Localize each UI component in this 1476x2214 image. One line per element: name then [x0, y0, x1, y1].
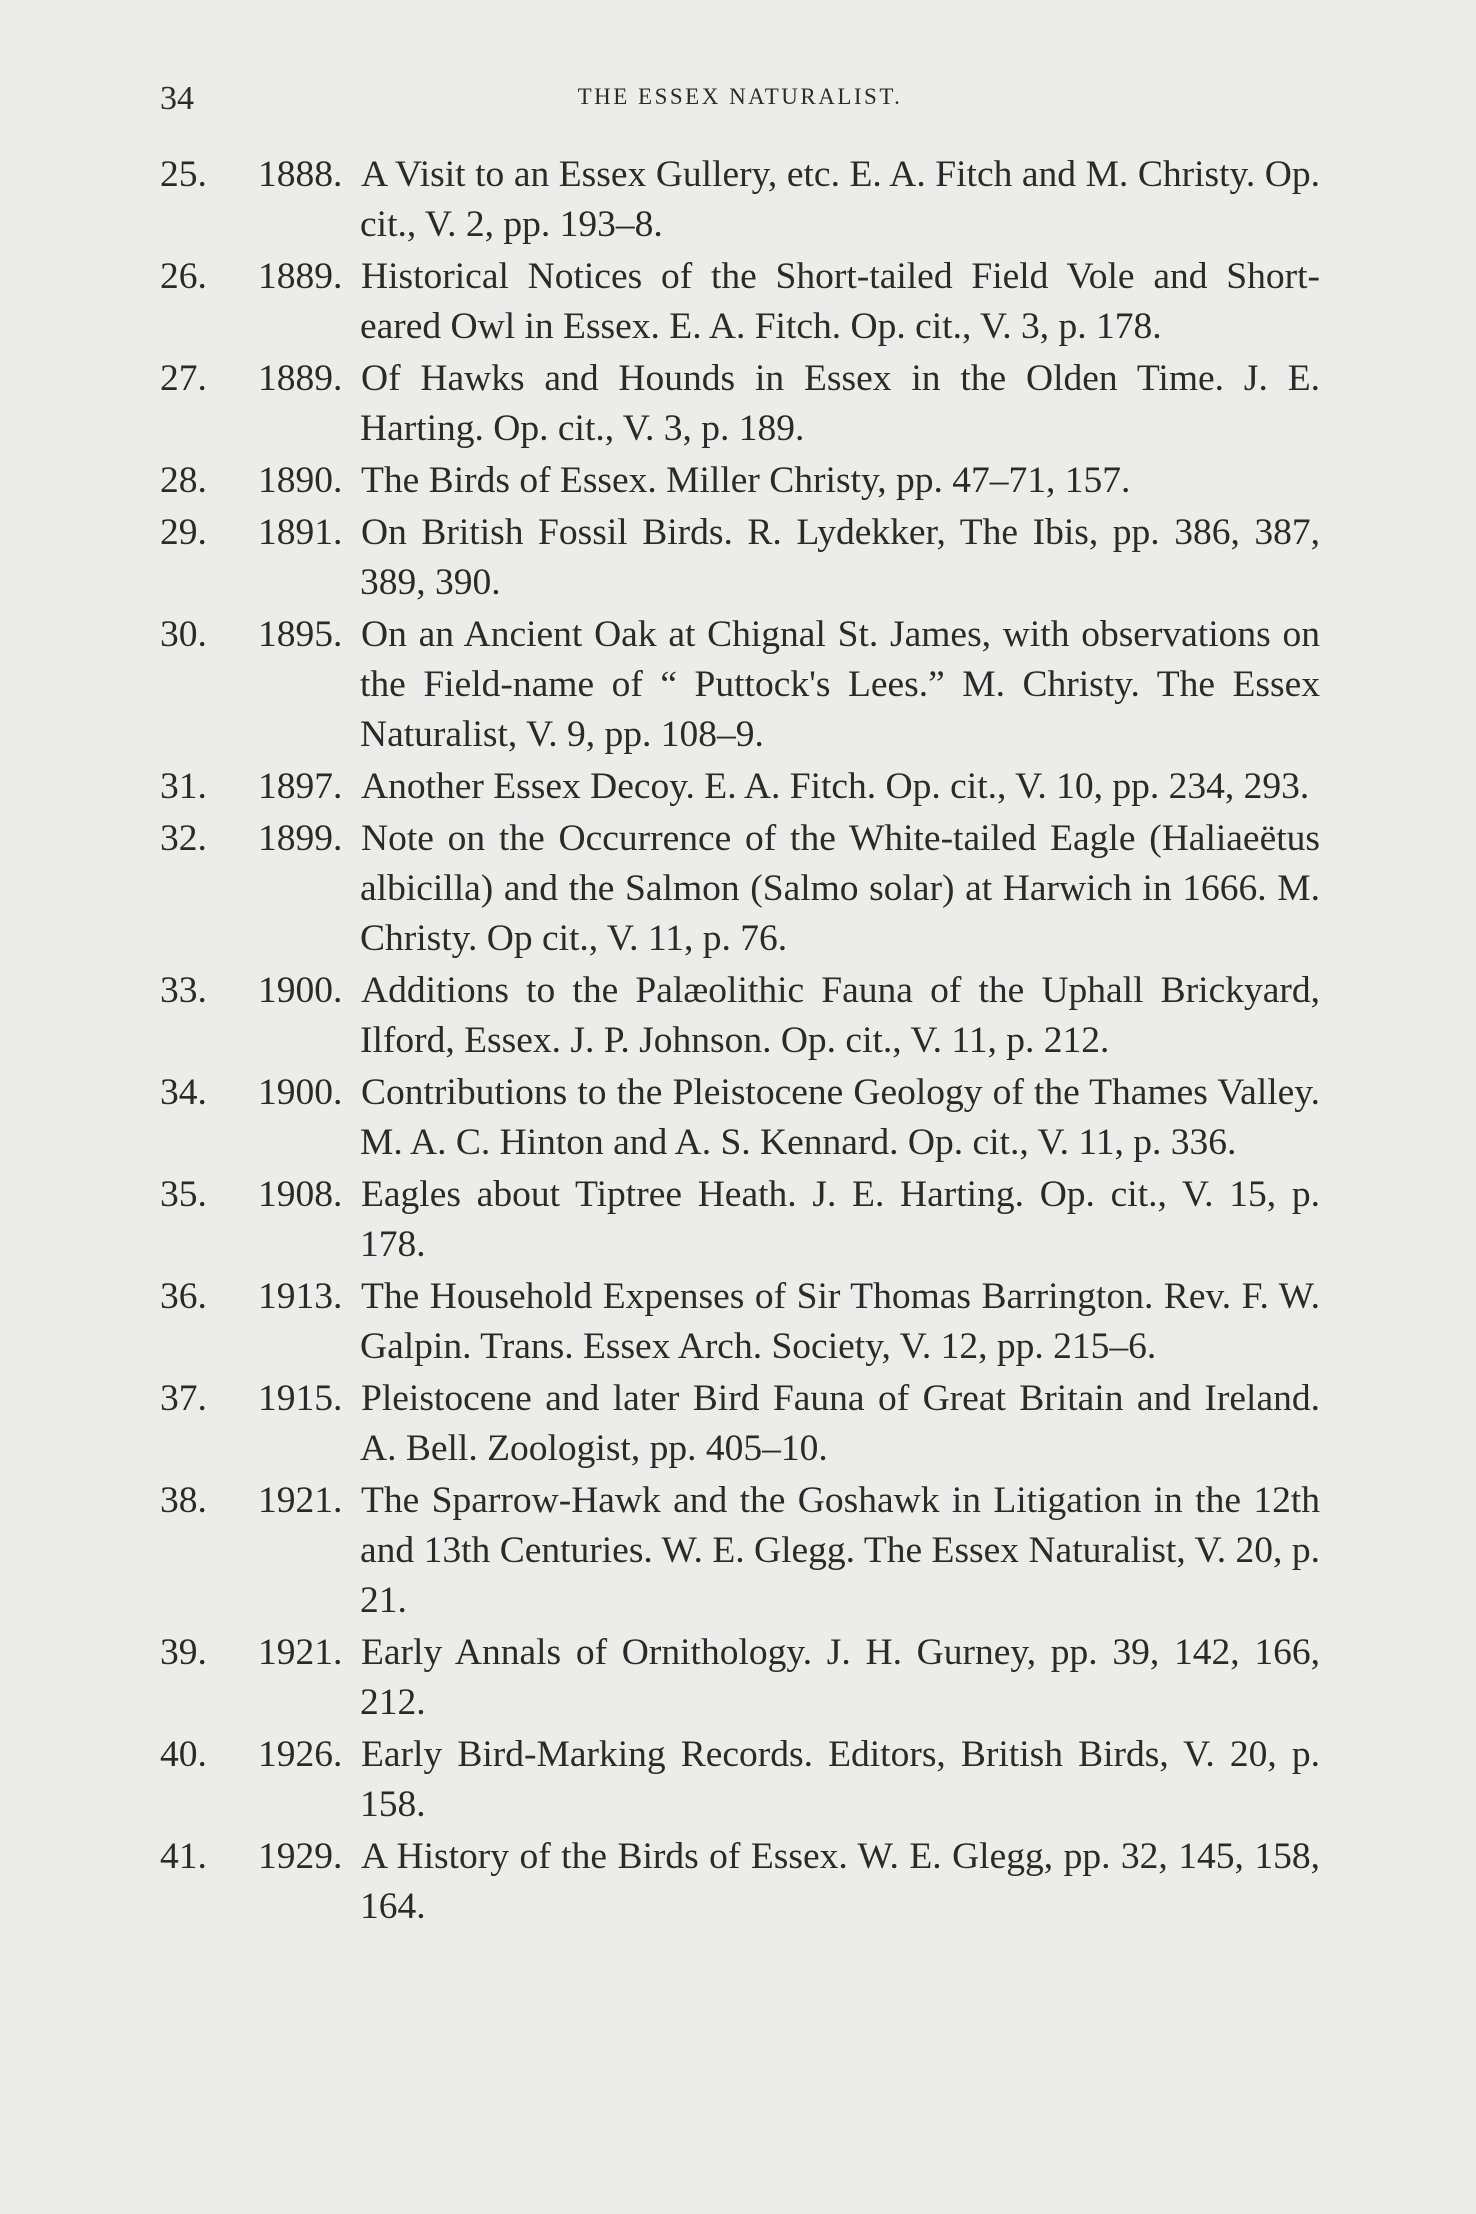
entry-citation: Another Essex Decoy. E. A. Fitch. Op. cit., V. 10, pp. 234, 293.	[361, 766, 1310, 807]
entry-number: 31.	[160, 766, 207, 807]
page-header	[160, 80, 1320, 130]
entry-number: 33.	[160, 970, 207, 1011]
running-head: THE ESSEX NATURALIST.	[577, 84, 903, 109]
entry-citation: The Sparrow-Hawk and the Goshawk in Litigation in the 12th and 13th Centuries. W. E. Glegg. The Essex Naturalist, V. 20, p. 21.	[360, 1480, 1320, 1621]
bibliography-entry	[160, 508, 1320, 608]
entry-number: 38.	[160, 1480, 207, 1521]
bibliography-entry	[160, 1476, 1320, 1626]
entry-number: 30.	[160, 614, 207, 655]
entry-citation: Pleistocene and later Bird Fauna of Great Britain and Ireland. A. Bell. Zoologist, pp. 405–10.	[360, 1378, 1320, 1469]
entry-number: 35.	[160, 1174, 207, 1215]
entry-citation: Early Annals of Ornithology. J. H. Gurney, pp. 39, 142, 166, 212.	[360, 1632, 1320, 1723]
bibliography-entry	[160, 354, 1320, 454]
bibliography-entry	[160, 814, 1320, 964]
entry-citation: On British Fossil Birds. R. Lydekker, The Ibis, pp. 386, 387, 389, 390.	[360, 512, 1320, 603]
bibliography-entry	[160, 1170, 1320, 1270]
page-number: 34	[160, 80, 194, 117]
entry-citation: Additions to the Palæolithic Fauna of the Uphall Brickyard, Ilford, Essex. J. P. Johnson. Op. cit., V. 11, p. 212.	[360, 970, 1320, 1061]
entry-year: 1891.	[258, 512, 343, 553]
entry-year: 1900.	[258, 970, 343, 1011]
bibliography-entry	[160, 1730, 1320, 1830]
entry-number: 34.	[160, 1072, 207, 1113]
entry-citation: The Birds of Essex. Miller Christy, pp. 47–71, 157.	[361, 460, 1131, 501]
entry-year: 1895.	[258, 614, 343, 655]
bibliography-entry	[160, 1374, 1320, 1474]
entry-citation: Early Bird-Marking Records. Editors, British Birds, V. 20, p. 158.	[360, 1734, 1320, 1825]
entry-citation: On an Ancient Oak at Chignal St. James, with observations on the Field-name of “ Puttock's Lees.” M. Christy. The Essex Naturalist, V. 9, pp. 108–9.	[360, 614, 1320, 755]
entry-year: 1913.	[258, 1276, 343, 1317]
bibliography-list	[160, 150, 1320, 1934]
entry-year: 1890.	[258, 460, 343, 501]
entry-number: 41.	[160, 1836, 207, 1877]
entry-number: 28.	[160, 460, 207, 501]
bibliography-entry	[160, 1272, 1320, 1372]
entry-number: 29.	[160, 512, 207, 553]
entry-year: 1889.	[258, 256, 343, 297]
entry-year: 1900.	[258, 1072, 343, 1113]
entry-number: 40.	[160, 1734, 207, 1775]
bibliography-entry	[160, 762, 1320, 812]
entry-citation: Of Hawks and Hounds in Essex in the Olden Time. J. E. Harting. Op. cit., V. 3, p. 189.	[360, 358, 1320, 449]
bibliography-entry	[160, 1832, 1320, 1932]
entry-year: 1921.	[258, 1480, 343, 1521]
entry-number: 32.	[160, 818, 207, 859]
entry-citation: A History of the Birds of Essex. W. E. Glegg, pp. 32, 145, 158, 164.	[360, 1836, 1320, 1927]
entry-number: 27.	[160, 358, 207, 399]
entry-year: 1929.	[258, 1836, 343, 1877]
entry-year: 1908.	[258, 1174, 343, 1215]
entry-number: 39.	[160, 1632, 207, 1673]
bibliography-entry	[160, 252, 1320, 352]
entry-year: 1889.	[258, 358, 343, 399]
entry-citation: Historical Notices of the Short-tailed Field Vole and Short-eared Owl in Essex. E. A. Fitch. Op. cit., V. 3, p. 178.	[360, 256, 1320, 347]
entry-year: 1915.	[258, 1378, 343, 1419]
bibliography-entry	[160, 610, 1320, 760]
entry-year: 1921.	[258, 1632, 343, 1673]
bibliography-entry	[160, 456, 1320, 506]
entry-citation: Note on the Occurrence of the White-tailed Eagle (Haliaeëtus albicilla) and the Salmon (Salmo solar) at Harwich in 1666. M. Christy. Op cit., V. 11, p. 76.	[360, 818, 1320, 959]
entry-number: 37.	[160, 1378, 207, 1419]
entry-number: 26.	[160, 256, 207, 297]
entry-citation: Eagles about Tiptree Heath. J. E. Harting. Op. cit., V. 15, p. 178.	[360, 1174, 1320, 1265]
entry-number: 25.	[160, 154, 207, 195]
entry-year: 1888.	[258, 154, 343, 195]
entry-citation: Contributions to the Pleistocene Geology of the Thames Valley. M. A. C. Hinton and A. S. Kennard. Op. cit., V. 11, p. 336.	[360, 1072, 1320, 1163]
bibliography-entry	[160, 1628, 1320, 1728]
bibliography-entry	[160, 966, 1320, 1066]
entry-year: 1926.	[258, 1734, 343, 1775]
entry-citation: A Visit to an Essex Gullery, etc. E. A. Fitch and M. Christy. Op. cit., V. 2, pp. 193–8.	[360, 154, 1320, 245]
entry-year: 1899.	[258, 818, 343, 859]
entry-year: 1897.	[258, 766, 343, 807]
entry-citation: The Household Expenses of Sir Thomas Barrington. Rev. F. W. Galpin. Trans. Essex Arch. Society, V. 12, pp. 215–6.	[360, 1276, 1320, 1367]
entry-number: 36.	[160, 1276, 207, 1317]
bibliography-entry	[160, 150, 1320, 250]
bibliography-entry	[160, 1068, 1320, 1168]
